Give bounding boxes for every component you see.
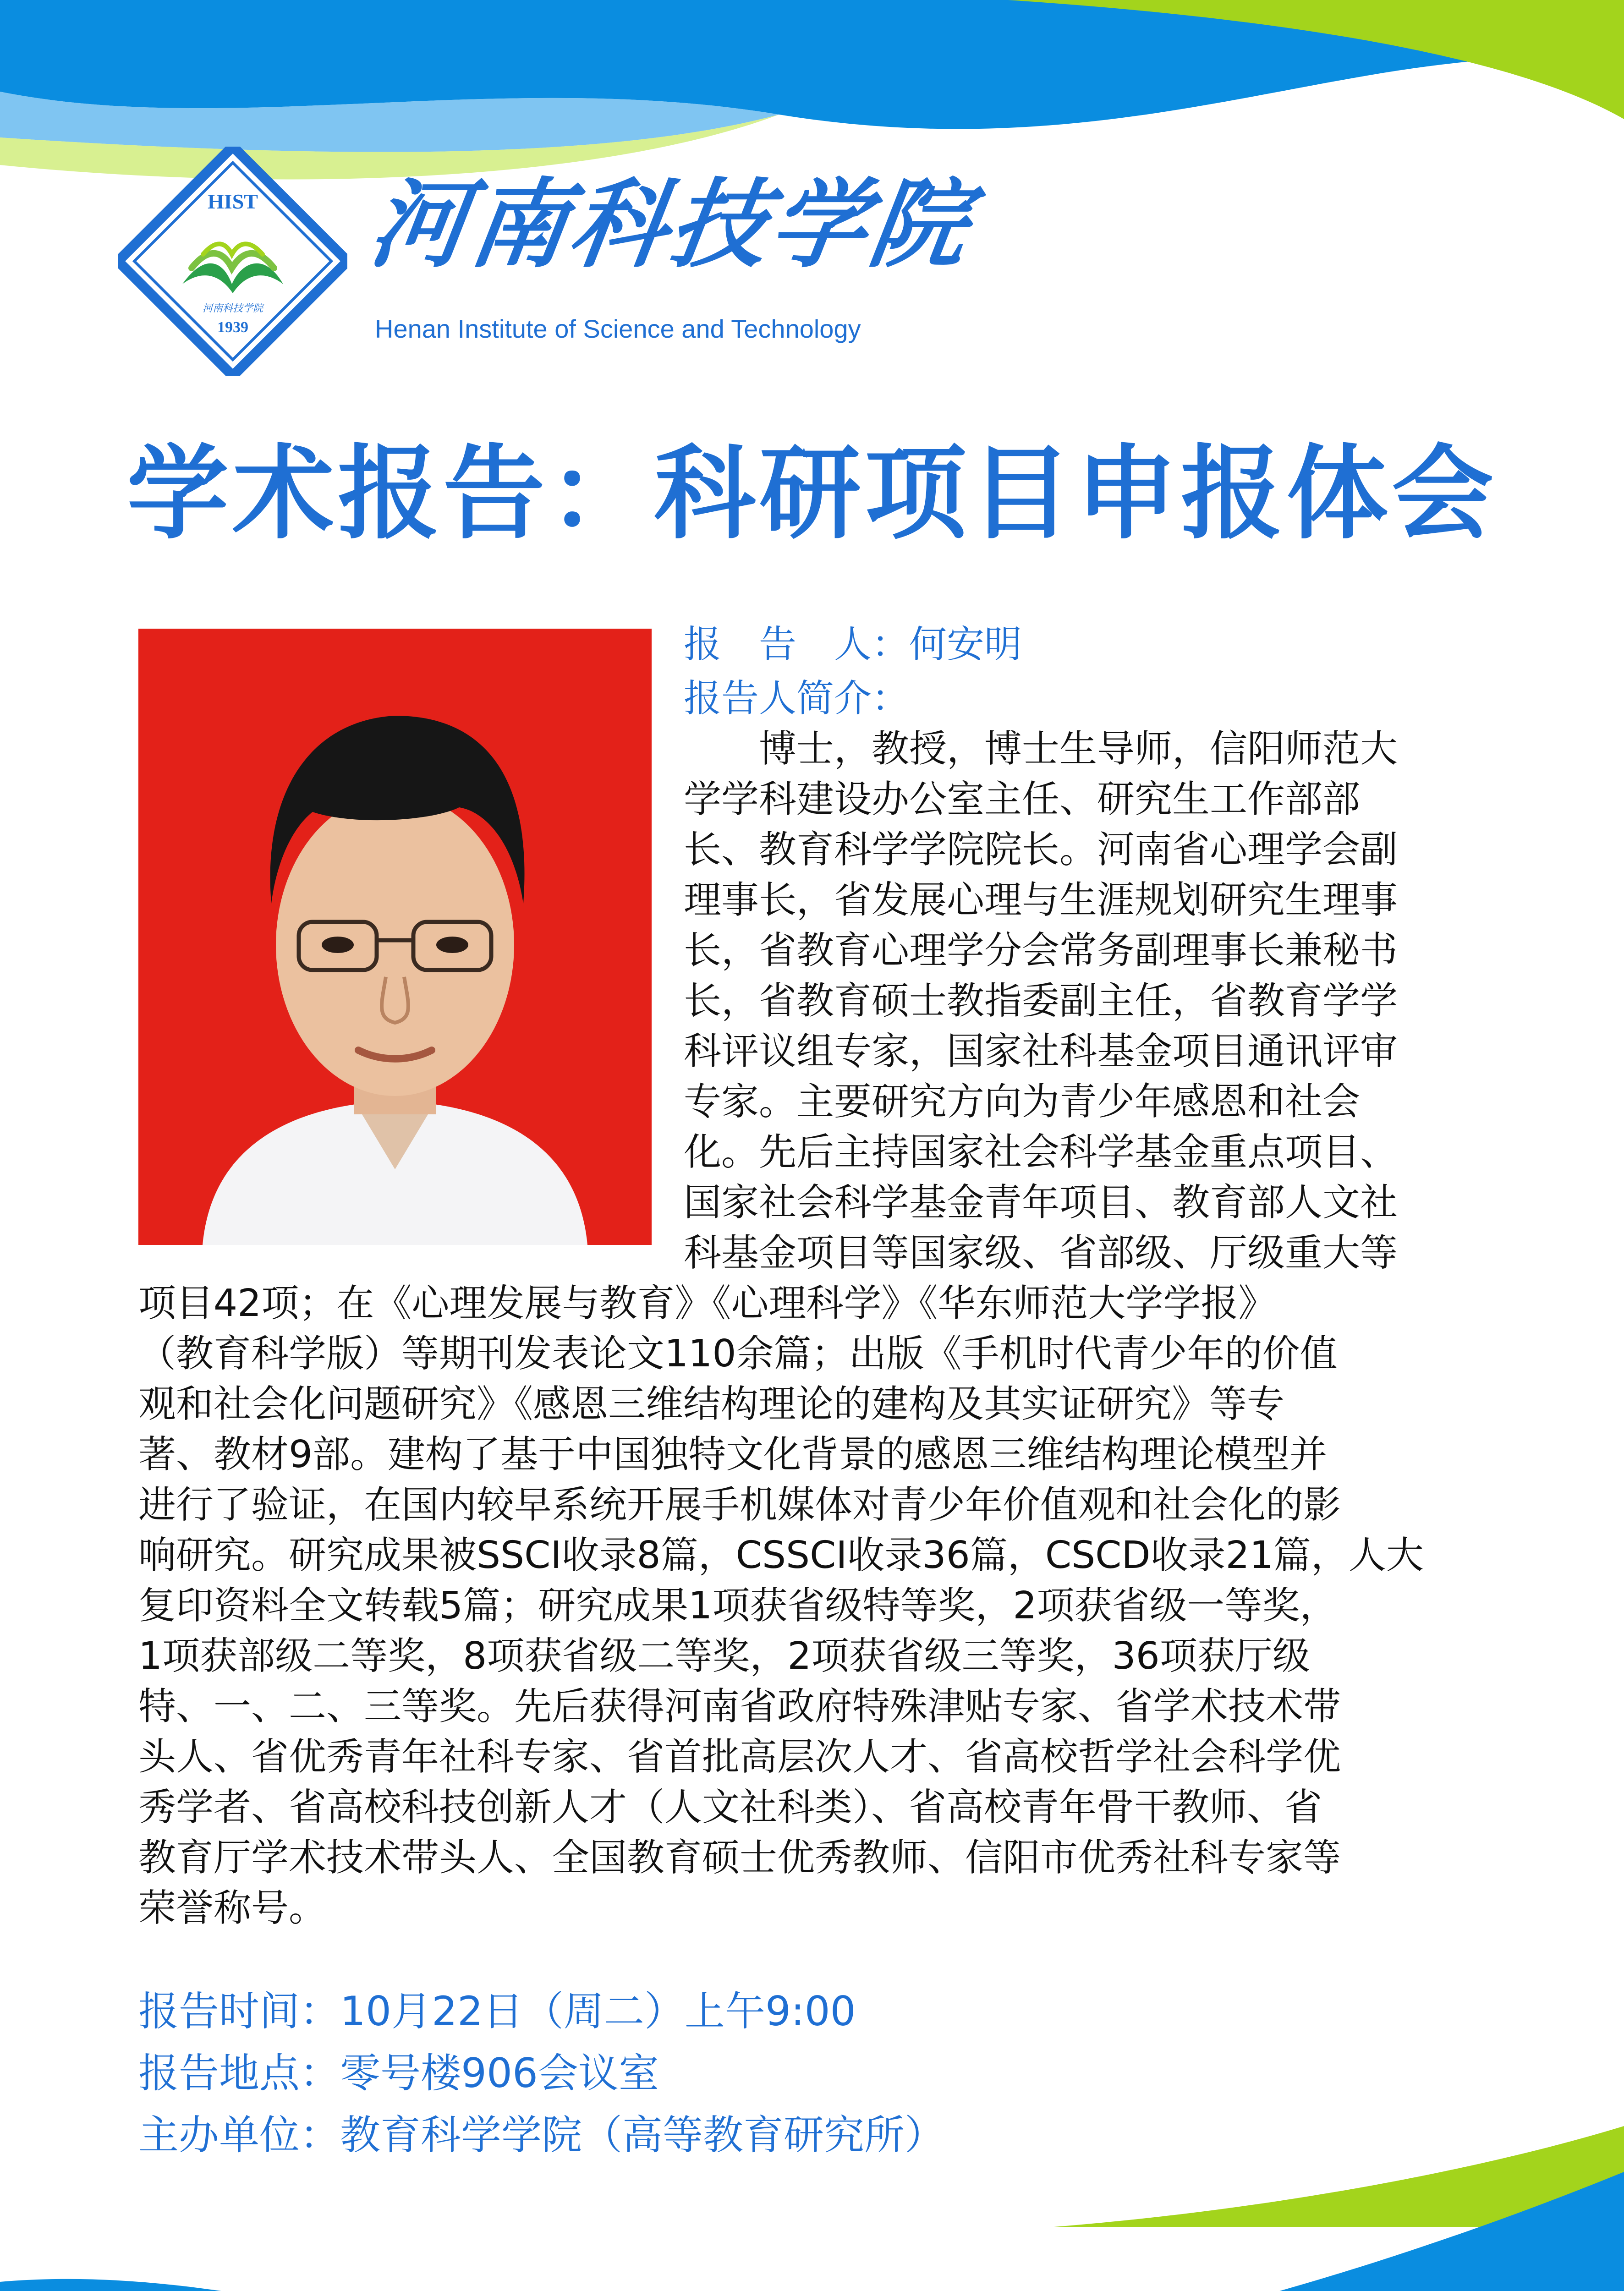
bio-line: 著、教材9部。建构了基于中国独特文化背景的感恩三维结构理论模型并: [138, 1433, 1328, 1476]
bio-line: 化。先后主持国家社会科学基金重点项目、: [684, 1130, 1398, 1174]
school-name-chinese: 河南科技学院: [363, 168, 979, 281]
bio-line: 观和社会化问题研究》《感恩三维结构理论的建构及其实证研究》等专: [138, 1382, 1285, 1426]
event-time: [138, 1984, 856, 2039]
bio-line: 响研究。研究成果被SSCI收录8篇，CSSCI收录36篇，CSCD收录21篇，人大: [138, 1534, 1424, 1577]
event-place-value: 零号楼906会议室: [340, 2050, 659, 2097]
badge-year: 1939: [217, 319, 248, 336]
bio-line: （教育科学版）等期刊发表论文110余篇；出版《手机时代青少年的价值: [138, 1332, 1338, 1376]
bio-line: 长，省教育心理学分会常务副理事长兼秘书: [684, 929, 1398, 972]
bio-line: 长、教育科学学院院长。河南省心理学会副: [684, 828, 1398, 871]
badge-script-text: 河南科技学院: [202, 303, 263, 314]
bio-line: 教育厅学术技术带头人、全国教育硕士优秀教师、信阳市优秀社科专家等: [138, 1836, 1341, 1880]
bio-line: 学学科建设办公室主任、研究生工作部部: [684, 778, 1361, 821]
bio-line: 特、一、二、三等奖。先后获得河南省政府特殊津贴专家、省学术技术带: [138, 1685, 1341, 1728]
badge-top-text: HIST: [208, 190, 258, 213]
bio-line: 秀学者、省高校科技创新人才（人文社科类）、省高校青年骨干教师、省: [138, 1786, 1322, 1829]
event-time-value: 10月22日（周二）上午9:00: [340, 1988, 856, 2035]
bio-line: 科评议组专家，国家社科基金项目通讯评审: [684, 1030, 1398, 1073]
bio-line: 进行了验证，在国内较早系统开展手机媒体对青少年价值观和社会化的影: [138, 1483, 1341, 1527]
event-host-value: 教育科学学院（高等教育研究所）: [340, 2111, 945, 2159]
event-host-label: 主办单位：: [138, 2111, 340, 2159]
bio-line: 科基金项目等国家级、省部级、厅级重大等: [684, 1231, 1398, 1275]
bio-label: 报告人简介：: [684, 677, 910, 720]
speaker-label: 报 告 人：: [684, 623, 910, 666]
bottom-wave-decoration: [0, 2089, 1624, 2291]
bio-line: 国家社会科学基金青年项目、教育部人文社: [684, 1181, 1398, 1224]
bio-line: 专家。主要研究方向为青少年感恩和社会: [684, 1080, 1361, 1124]
bio-line: 理事长，省发展心理与生涯规划研究生理事: [684, 878, 1398, 922]
bio-line: 博士，教授，博士生导师，信阳师范大: [684, 727, 1398, 771]
event-time-label: 报告时间：: [138, 1988, 340, 2035]
bio-line: 项目42项；在《心理发展与教育》《心理科学》《华东师范大学学报》: [138, 1282, 1276, 1325]
bio-line: 头人、省优秀青年社科专家、省首批高层次人才、省高校哲学社会科学优: [138, 1735, 1341, 1779]
poster-title: 学术报告：科研项目申报体会: [127, 435, 1497, 553]
school-logo-badge: [118, 147, 347, 376]
speaker-photo: [138, 629, 652, 1245]
school-name-english: Henan Institute of Science and Technology: [375, 314, 861, 343]
speaker-line: [684, 619, 1022, 670]
bio-line: 1项获部级二等奖，8项获省级二等奖，2项获省级三等奖，36项获厅级: [138, 1634, 1310, 1678]
event-place-label: 报告地点：: [138, 2050, 340, 2097]
bio-line: 荣誉称号。: [138, 1886, 327, 1930]
speaker-name: 何安明: [909, 623, 1022, 666]
bio-line: 复印资料全文转载5篇；研究成果1项获省级特等奖，2项获省级一等奖，: [138, 1584, 1338, 1628]
bio-line: 长，省教育硕士教指委副主任，省教育学学: [684, 979, 1398, 1023]
